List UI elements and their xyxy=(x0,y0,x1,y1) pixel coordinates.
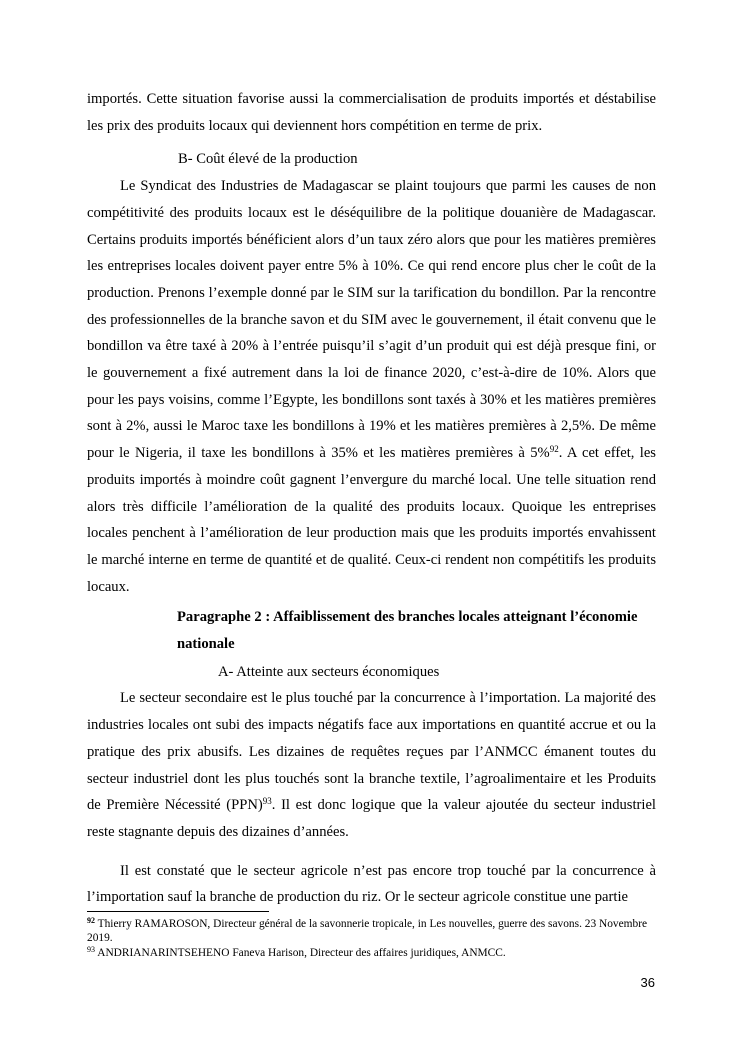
footnote-text-93: ANDRIANARINTSEHENO Faneva Harison, Directeur des affaires juridiques, ANMCC. xyxy=(95,946,506,959)
footnote-text-92: Thierry RAMAROSON, Directeur général de la savonnerie tropicale, in Les nouvelles, guerre des savons. 23 Novembre 2019. xyxy=(87,918,648,945)
footnote-92 xyxy=(87,917,656,946)
paragraph-secteur-secondaire xyxy=(87,685,656,845)
footnote-93 xyxy=(87,946,656,960)
section-heading-b: B- Coût élevé de la production xyxy=(178,151,358,168)
paragraph-intro: importés. Cette situation favorise aussi la commercialisation de produits importés et déstabilise les prix des produits locaux qui deviennent hors compétition en terme de prix. xyxy=(87,91,656,134)
paragraph-syndicat xyxy=(87,173,656,600)
body-text xyxy=(87,86,656,911)
paragraph-secondaire-text-2: . Il est donc logique que la valeur ajoutée du secteur industriel reste stagnante depuis des dizaines d’années. xyxy=(87,797,656,840)
section-heading-a: A- Atteinte aux secteurs économiques xyxy=(218,663,440,680)
footnotes xyxy=(87,917,656,960)
paragraph-secondaire-text-1: Le secteur secondaire est le plus touché par la concurrence à l’importation. La majorité des industries locales ont subi des impacts négatifs face aux importations en quantité accrue et ou la pratique des prix abusifs. Les dizaines de requêtes reçues par l’ANMCC émanent toutes du secteur industriel dont les plus touchés sont la branche textile, l’agroalimentaire et les Produits de Première Nécessité (PPN) xyxy=(87,690,656,814)
footnote-ref-92[interactable]: 92 xyxy=(549,444,559,455)
paragraph-syndicat-text-2: . A cet effet, les produits importés à moindre coût gagnent l’envergure du marché local. Une telle situation rend alors très difficile l’amélioration de la qualité des produits locaux. Quoique les entreprises locales penchent à l’amélioration de leur production mais que les produits importés envahissent le marché interne en terme de quantité et de qualité. Ceux-ci rendent non compétitifs les produits locaux. xyxy=(87,445,656,595)
paragraph-2-heading: Paragraphe 2 : Affaiblissement des branches locales atteignant l’économie nationale xyxy=(177,609,638,653)
footnote-separator xyxy=(87,911,269,912)
footnote-mark-92: 92 xyxy=(87,916,95,925)
page-number: 36 xyxy=(640,975,655,990)
paragraph-secteur-agricole: Il est constaté que le secteur agricole n’est pas encore trop touché par la concurrence à l’importation sauf la branche de production du riz. Or le secteur agricole constitue une partie xyxy=(87,862,656,906)
paragraph-syndicat-text-1: Le Syndicat des Industries de Madagascar se plaint toujours que parmi les causes de non compétitivité des produits locaux est le déséquilibre de la politique douanière de Madagascar. Certains produits importés bénéficient alors d’un taux zéro alors que pour les matières premières les entreprises locales doivent payer entre 5% à 10%. Ce qui rend encore plus cher le coût de la production. Prenons l’exemple donné par le SIM sur la tarification du bondillon. Par la rencontre des professionnelles de la branche savon et du SIM avec le gouvernement, il était convenu que le bondillon va être taxé à 20% à l’entrée puisqu’il s’agit d’un produit qui est déjà presque fini, or le gouvernement a fixé autrement dans la loi de finance 2020, c’est-à-dire de 10%. Alors que pour les pays voisins, comme l’Egypte, les bondillons sont taxés à 30% et les matières premières sont à 2%, aussi le Maroc taxe les bondillons à 19% et les matières premières à 2,5%. De même pour le Nigeria, il taxe les bondillons à 35% et les matières premières à 5% xyxy=(87,178,656,462)
footnote-mark-93: 93 xyxy=(87,944,95,954)
footnote-ref-93[interactable]: 93 xyxy=(262,796,272,807)
